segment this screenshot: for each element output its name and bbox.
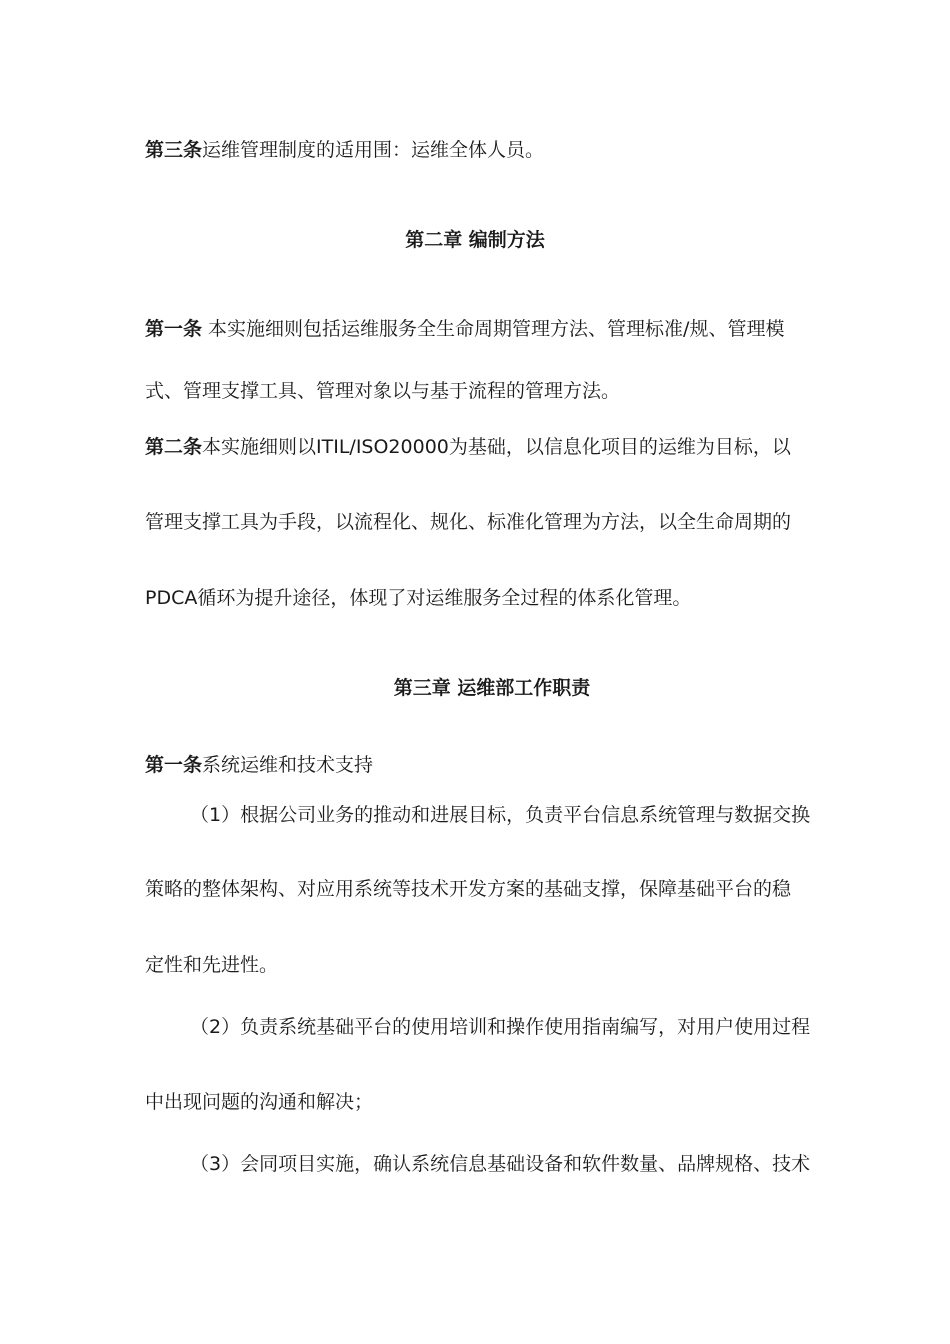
article-label: 第一条 (145, 318, 203, 340)
paragraph-text: 本实施细则以ITIL/ISO20000为基础，以信息化项目的运维为目标，以 (202, 436, 791, 458)
paragraph-article-3 (145, 138, 544, 162)
list-item: （2）负责系统基础平台的使用培训和操作使用指南编写，对用户使用过程 (190, 1016, 811, 1038)
paragraph-text: 系统运维和技术支持 (202, 754, 374, 776)
paragraph-article-1 (145, 317, 784, 341)
paragraph-continuation: PDCA循环为提升途径，体现了对运维服务全过程的体系化管理。 (145, 587, 692, 609)
paragraph-article-2 (145, 435, 791, 459)
article-label: 第二条 (145, 436, 203, 458)
list-item: （1）根据公司业务的推动和进展目标，负责平台信息系统管理与数据交换 (190, 804, 811, 826)
chapter-heading: 第二章 编制方法 (405, 229, 545, 251)
paragraph-text: 运维管理制度的适用围：运维全体人员。 (202, 139, 545, 161)
article-label: 第三条 (145, 139, 203, 161)
paragraph-continuation: 管理支撑工具为手段，以流程化、规化、标准化管理为方法，以全生命周期的 (145, 511, 792, 533)
paragraph-continuation: 策略的整体架构、对应用系统等技术开发方案的基础支撑，保障基础平台的稳 (145, 878, 792, 900)
paragraph-continuation: 式、管理支撑工具、管理对象以与基于流程的管理方法。 (145, 380, 621, 402)
paragraph-continuation: 定性和先进性。 (145, 954, 279, 976)
paragraph-text: 本实施细则包括运维服务全生命周期管理方法、管理标准/规、管理模 (202, 318, 785, 340)
paragraph-continuation: 中出现问题的沟通和解决； (145, 1091, 374, 1113)
chapter-heading: 第三章 运维部工作职责 (393, 677, 591, 699)
paragraph-article-1 (145, 753, 373, 777)
article-label: 第一条 (145, 754, 203, 776)
list-item: （3）会同项目实施，确认系统信息基础设备和软件数量、品牌规格、技术 (190, 1153, 811, 1175)
